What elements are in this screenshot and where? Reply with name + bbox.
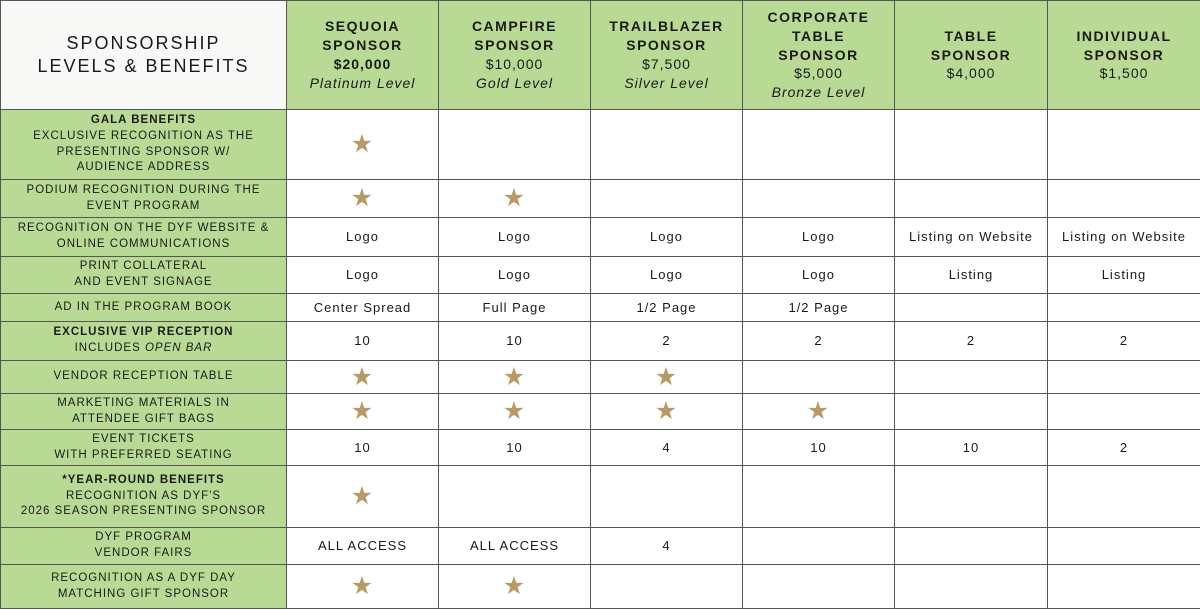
benefit-cell [591,322,743,361]
benefit-cell [287,528,439,565]
section-title-gala: GALA BENEFITS [3,113,284,129]
benefit-cell [287,257,439,294]
benefit-value: Logo [650,267,683,282]
benefit-value: Listing [1102,267,1147,282]
tier-name: INDIVIDUAL [1050,27,1198,46]
benefit-cell [591,361,743,394]
benefit-cell [743,466,895,528]
benefit-cell [591,528,743,565]
tier-name: TABLE [745,27,892,46]
table-row [1,430,1200,466]
tier-name: SPONSOR [289,36,436,55]
benefit-cell [743,430,895,466]
tier-name: SPONSOR [745,46,892,65]
benefit-label-line: EVENT PROGRAM [3,199,284,215]
benefit-value: Listing [949,267,994,282]
benefit-value: Logo [498,229,531,244]
benefit-cell [439,322,591,361]
benefit-value: Logo [650,229,683,244]
benefit-label [1,528,287,565]
benefit-label [1,361,287,394]
benefit-label [1,218,287,257]
benefit-value: Logo [346,267,379,282]
benefit-label-line: AUDIENCE ADDRESS [3,160,284,176]
benefit-label-line: RECOGNITION ON THE DYF WEBSITE & [3,221,284,237]
benefit-label-line: AD IN THE PROGRAM BOOK [3,300,284,316]
benefit-value: 4 [662,538,670,553]
benefit-cell [439,180,591,218]
benefit-cell [895,394,1048,430]
benefit-label [1,180,287,218]
star-icon: ★ [503,574,526,599]
benefit-cell [1048,257,1200,294]
benefit-value: 10 [354,333,370,348]
benefit-label [1,110,287,180]
table-row [1,361,1200,394]
benefit-cell [895,528,1048,565]
benefit-value: Listing on Website [1062,229,1186,244]
section-title-year-round: *YEAR-ROUND BENEFITS [3,473,284,489]
benefit-cell [895,180,1048,218]
tier-level: Gold Level [441,74,588,93]
tier-name: TRAILBLAZER [593,17,740,36]
benefit-label-line: EXCLUSIVE RECOGNITION AS THE [3,129,284,145]
benefit-value: 4 [662,440,670,455]
benefit-label-line: PRESENTING SPONSOR W/ [3,145,284,161]
benefit-cell [743,110,895,180]
benefit-cell [287,110,439,180]
header-row [1,1,1200,110]
star-icon: ★ [655,365,678,390]
benefit-label [1,322,287,361]
tier-level: Bronze Level [745,83,892,102]
benefit-label [1,430,287,466]
benefit-label-line: ATTENDEE GIFT BAGS [3,412,284,428]
benefit-cell [591,294,743,322]
benefit-cell [1048,361,1200,394]
benefit-label-line: WITH PREFERRED SEATING [3,448,284,464]
benefit-cell [439,294,591,322]
benefit-label-line: MARKETING MATERIALS IN [3,396,284,412]
tier-name: CAMPFIRE [441,17,588,36]
benefit-value: Full Page [483,300,547,315]
tier-header-4 [743,1,895,110]
benefit-cell [591,180,743,218]
benefit-cell [895,294,1048,322]
benefit-cell [895,565,1048,609]
tier-level: Platinum Level [289,74,436,93]
benefit-cell [743,257,895,294]
benefit-cell [743,294,895,322]
tier-price: $4,000 [897,64,1045,83]
benefit-value: Logo [346,229,379,244]
benefit-value: ALL ACCESS [470,538,559,553]
benefit-value: 10 [810,440,826,455]
tier-header-2 [439,1,591,110]
star-icon: ★ [351,574,374,599]
benefit-cell [1048,528,1200,565]
benefit-label-line: PRINT COLLATERAL [3,259,284,275]
tier-price: $10,000 [441,55,588,74]
benefit-cell [287,430,439,466]
benefit-cell [439,466,591,528]
title-line-1: SPONSORSHIP [66,33,220,53]
benefit-cell [743,218,895,257]
benefit-value: 2 [1120,333,1128,348]
star-icon: ★ [503,365,526,390]
tier-name: CORPORATE [745,8,892,27]
benefit-cell [287,294,439,322]
table-row [1,528,1200,565]
benefit-cell [439,430,591,466]
tier-price: $20,000 [289,55,436,74]
benefit-label-line: RECOGNITION AS DYF'S [3,489,284,505]
benefit-label [1,394,287,430]
benefit-cell [1048,294,1200,322]
benefit-label-italic: OPEN BAR [145,342,212,354]
tier-level: Silver Level [593,74,740,93]
benefit-label-line: PODIUM RECOGNITION DURING THE [3,183,284,199]
benefit-cell [287,180,439,218]
tier-name: SPONSOR [1050,46,1198,65]
benefit-cell [743,528,895,565]
benefit-value: 2 [814,333,822,348]
benefit-cell [287,394,439,430]
benefit-value: 2 [967,333,975,348]
benefit-cell [895,361,1048,394]
benefit-cell [1048,394,1200,430]
tier-header-6 [1048,1,1200,110]
star-icon: ★ [807,399,830,424]
benefit-value: Center Spread [314,300,412,315]
table-row [1,180,1200,218]
benefit-label-line: EVENT TICKETS [3,432,284,448]
tier-name: SPONSOR [441,36,588,55]
benefit-label-line: RECOGNITION AS A DYF DAY [3,571,284,587]
benefit-label-pre: INCLUDES [75,342,145,354]
tier-header-1 [287,1,439,110]
benefit-value: Logo [802,267,835,282]
tier-price: $1,500 [1050,64,1198,83]
benefit-label-bold: EXCLUSIVE VIP RECEPTION [3,325,284,341]
benefit-cell [287,361,439,394]
benefit-cell [743,322,895,361]
benefit-label-line: DYF PROGRAM [3,530,284,546]
table-row [1,322,1200,361]
benefit-cell [1048,466,1200,528]
benefit-cell [1048,110,1200,180]
star-icon: ★ [351,399,374,424]
benefit-cell [895,110,1048,180]
star-icon: ★ [503,399,526,424]
table-row [1,466,1200,528]
benefit-cell [439,361,591,394]
tier-name: SPONSOR [897,46,1045,65]
benefit-cell [591,218,743,257]
benefit-cell [895,466,1048,528]
table-row [1,110,1200,180]
benefit-cell [439,110,591,180]
benefit-value: 1/2 Page [636,300,696,315]
benefit-label-line: 2026 SEASON PRESENTING SPONSOR [3,504,284,520]
table-row [1,294,1200,322]
benefit-value: 1/2 Page [788,300,848,315]
title-line-2: LEVELS & BENEFITS [37,56,249,76]
benefit-cell [591,257,743,294]
benefit-cell [287,218,439,257]
tier-header-3 [591,1,743,110]
star-icon: ★ [503,186,526,211]
benefit-cell [439,565,591,609]
tier-name: TABLE [897,27,1045,46]
tier-name: SEQUOIA [289,17,436,36]
star-icon: ★ [351,484,374,509]
benefit-cell [591,394,743,430]
benefit-value: 10 [354,440,370,455]
benefit-value: 10 [963,440,979,455]
benefit-label-line: VENDOR FAIRS [3,546,284,562]
benefit-value: Logo [498,267,531,282]
star-icon: ★ [351,132,374,157]
benefit-cell [895,257,1048,294]
benefit-cell [591,110,743,180]
benefit-cell [1048,322,1200,361]
benefit-cell [743,394,895,430]
benefit-label-line: AND EVENT SIGNAGE [3,275,284,291]
table-row [1,565,1200,609]
benefit-cell [895,430,1048,466]
benefit-value: Logo [802,229,835,244]
benefit-cell [591,430,743,466]
benefit-cell [895,322,1048,361]
tier-header-5 [895,1,1048,110]
benefit-cell [895,218,1048,257]
benefit-value: 10 [506,333,522,348]
benefit-cell [591,565,743,609]
benefit-value: 10 [506,440,522,455]
benefit-value: Listing on Website [909,229,1033,244]
benefit-cell [287,466,439,528]
star-icon: ★ [351,186,374,211]
benefit-cell [743,361,895,394]
tier-price: $7,500 [593,55,740,74]
benefit-label-line: ONLINE COMMUNICATIONS [3,237,284,253]
benefit-label-line: VENDOR RECEPTION TABLE [3,369,284,385]
benefit-cell [287,322,439,361]
table-row [1,257,1200,294]
benefit-cell [439,394,591,430]
benefit-label [1,294,287,322]
benefit-cell [743,565,895,609]
benefit-cell [1048,218,1200,257]
benefit-value: 2 [1120,440,1128,455]
benefit-cell [287,565,439,609]
tier-name: SPONSOR [593,36,740,55]
star-icon: ★ [351,365,374,390]
benefit-cell [1048,565,1200,609]
table-title [1,1,287,110]
benefit-label [1,257,287,294]
benefit-cell [743,180,895,218]
table-row [1,394,1200,430]
benefit-cell [1048,430,1200,466]
tier-price: $5,000 [745,64,892,83]
benefit-value: 2 [662,333,670,348]
benefit-label [1,565,287,609]
benefit-cell [439,528,591,565]
benefit-value: ALL ACCESS [318,538,407,553]
benefit-label [1,466,287,528]
benefit-cell [439,218,591,257]
benefit-label-line: MATCHING GIFT SPONSOR [3,587,284,603]
benefit-cell [591,466,743,528]
table-row [1,218,1200,257]
benefit-cell [1048,180,1200,218]
star-icon: ★ [655,399,678,424]
benefit-cell [439,257,591,294]
benefit-label-line [3,341,284,357]
